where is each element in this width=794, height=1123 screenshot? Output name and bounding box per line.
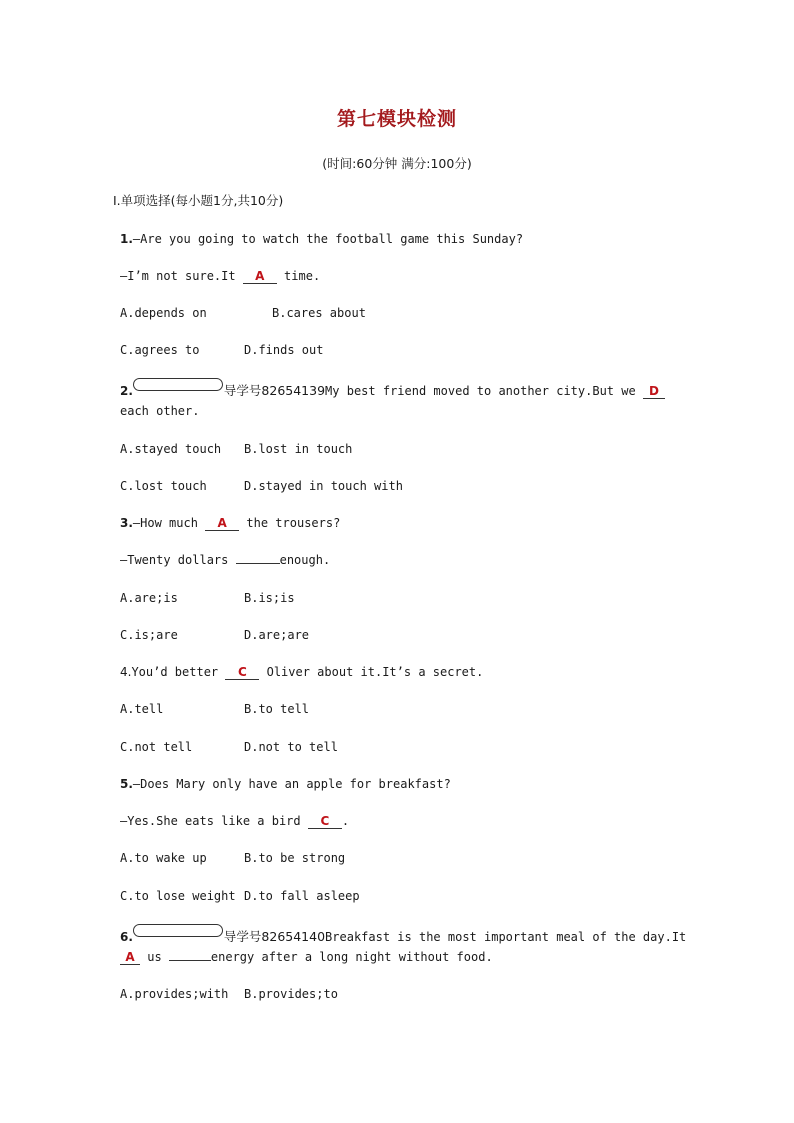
empty-blank [169,948,211,961]
option-b: B.lost in touch [244,442,353,456]
guide-number-box [133,924,223,937]
answer-blank: A [243,269,277,284]
question-6-stem [120,924,686,946]
empty-blank [236,551,280,564]
response-text: —Yes.She eats like a bird [120,814,308,828]
question-number: 3. [120,516,133,530]
answer-blank: C [308,814,342,829]
option-c: C.not tell [120,740,193,754]
option-a: A.tell [120,702,164,716]
option-a: A.provides;with [120,987,229,1001]
exam-info: (时间:60分钟 满分:100分) [322,156,472,171]
question-number: 6. [120,930,133,944]
option-a: A.depends on [120,306,207,320]
question-1-response [120,267,320,285]
option-d: D.not to tell [244,740,338,754]
response-text: —I’m not sure.It [120,269,243,283]
question-1-stem [120,230,523,248]
response-text: —Twenty dollars [120,553,236,567]
question-text: —Does Mary only have an apple for breakfast? [132,777,451,791]
question-text: —Are you going to watch the football game this Sunday? [132,232,524,246]
question-5-stem [120,775,451,793]
options-row [120,700,309,718]
options-row [120,849,345,867]
option-d: D.finds out [244,343,324,357]
option-c: C.to lose weight [120,889,236,903]
answer-blank: D [643,384,665,399]
guide-number: 导学号82654139 [223,383,326,398]
options-row [120,738,338,756]
answer-blank: C [225,665,259,680]
guide-number-box [133,378,223,391]
option-a: A.stayed touch [120,442,222,456]
question-text: each other. [120,404,200,418]
options-row [120,440,352,458]
answer-blank: A [120,950,140,965]
page-title: 第七模块检测 [336,108,457,130]
question-text: energy after a long night without food. [210,950,493,964]
question-text: the trousers? [239,516,341,530]
option-b: B.to tell [244,702,310,716]
answer-blank: A [205,516,239,531]
option-c: C.agrees to [120,343,200,357]
option-c: C.is;are [120,628,178,642]
question-2-stem [120,378,665,400]
option-d: D.are;are [244,628,310,642]
question-6-continuation [120,948,493,966]
question-text: You’d better [131,665,226,679]
option-b: B.is;is [244,591,295,605]
options-row [120,985,338,1003]
option-b: B.cares about [272,306,366,320]
option-a: A.are;is [120,591,178,605]
option-c: C.lost touch [120,479,207,493]
response-text: . [341,814,350,828]
question-text: us [140,950,169,964]
options-row [120,341,323,359]
response-text: enough. [279,553,331,567]
response-text: time. [276,269,321,283]
option-d: D.stayed in touch with [244,479,403,493]
guide-number: 导学号82654140 [223,929,326,944]
option-b: B.provides;to [244,987,338,1001]
options-row [120,477,403,495]
option-d: D.to fall asleep [244,889,360,903]
options-row [120,887,360,905]
question-text: Oliver about it.It’s a secret. [259,665,484,679]
question-number: 5. [120,777,133,791]
option-a: A.to wake up [120,851,207,865]
question-number: 2. [120,384,133,398]
section-heading: Ⅰ.单项选择(每小题1分,共10分) [113,193,284,208]
question-5-response [120,812,349,830]
question-4-stem [120,663,483,681]
question-text: —How much [132,516,206,530]
options-row [120,626,309,644]
question-2-continuation [120,402,199,420]
question-text: Breakfast is the most important meal of the day.It [325,930,687,944]
option-b: B.to be strong [244,851,346,865]
question-3-stem [120,514,340,532]
question-number: 4. [120,665,132,679]
question-number: 1. [120,232,133,246]
question-3-response [120,551,330,569]
options-row [120,589,295,607]
options-row [120,304,366,322]
question-text: My best friend moved to another city.But we [325,384,643,398]
